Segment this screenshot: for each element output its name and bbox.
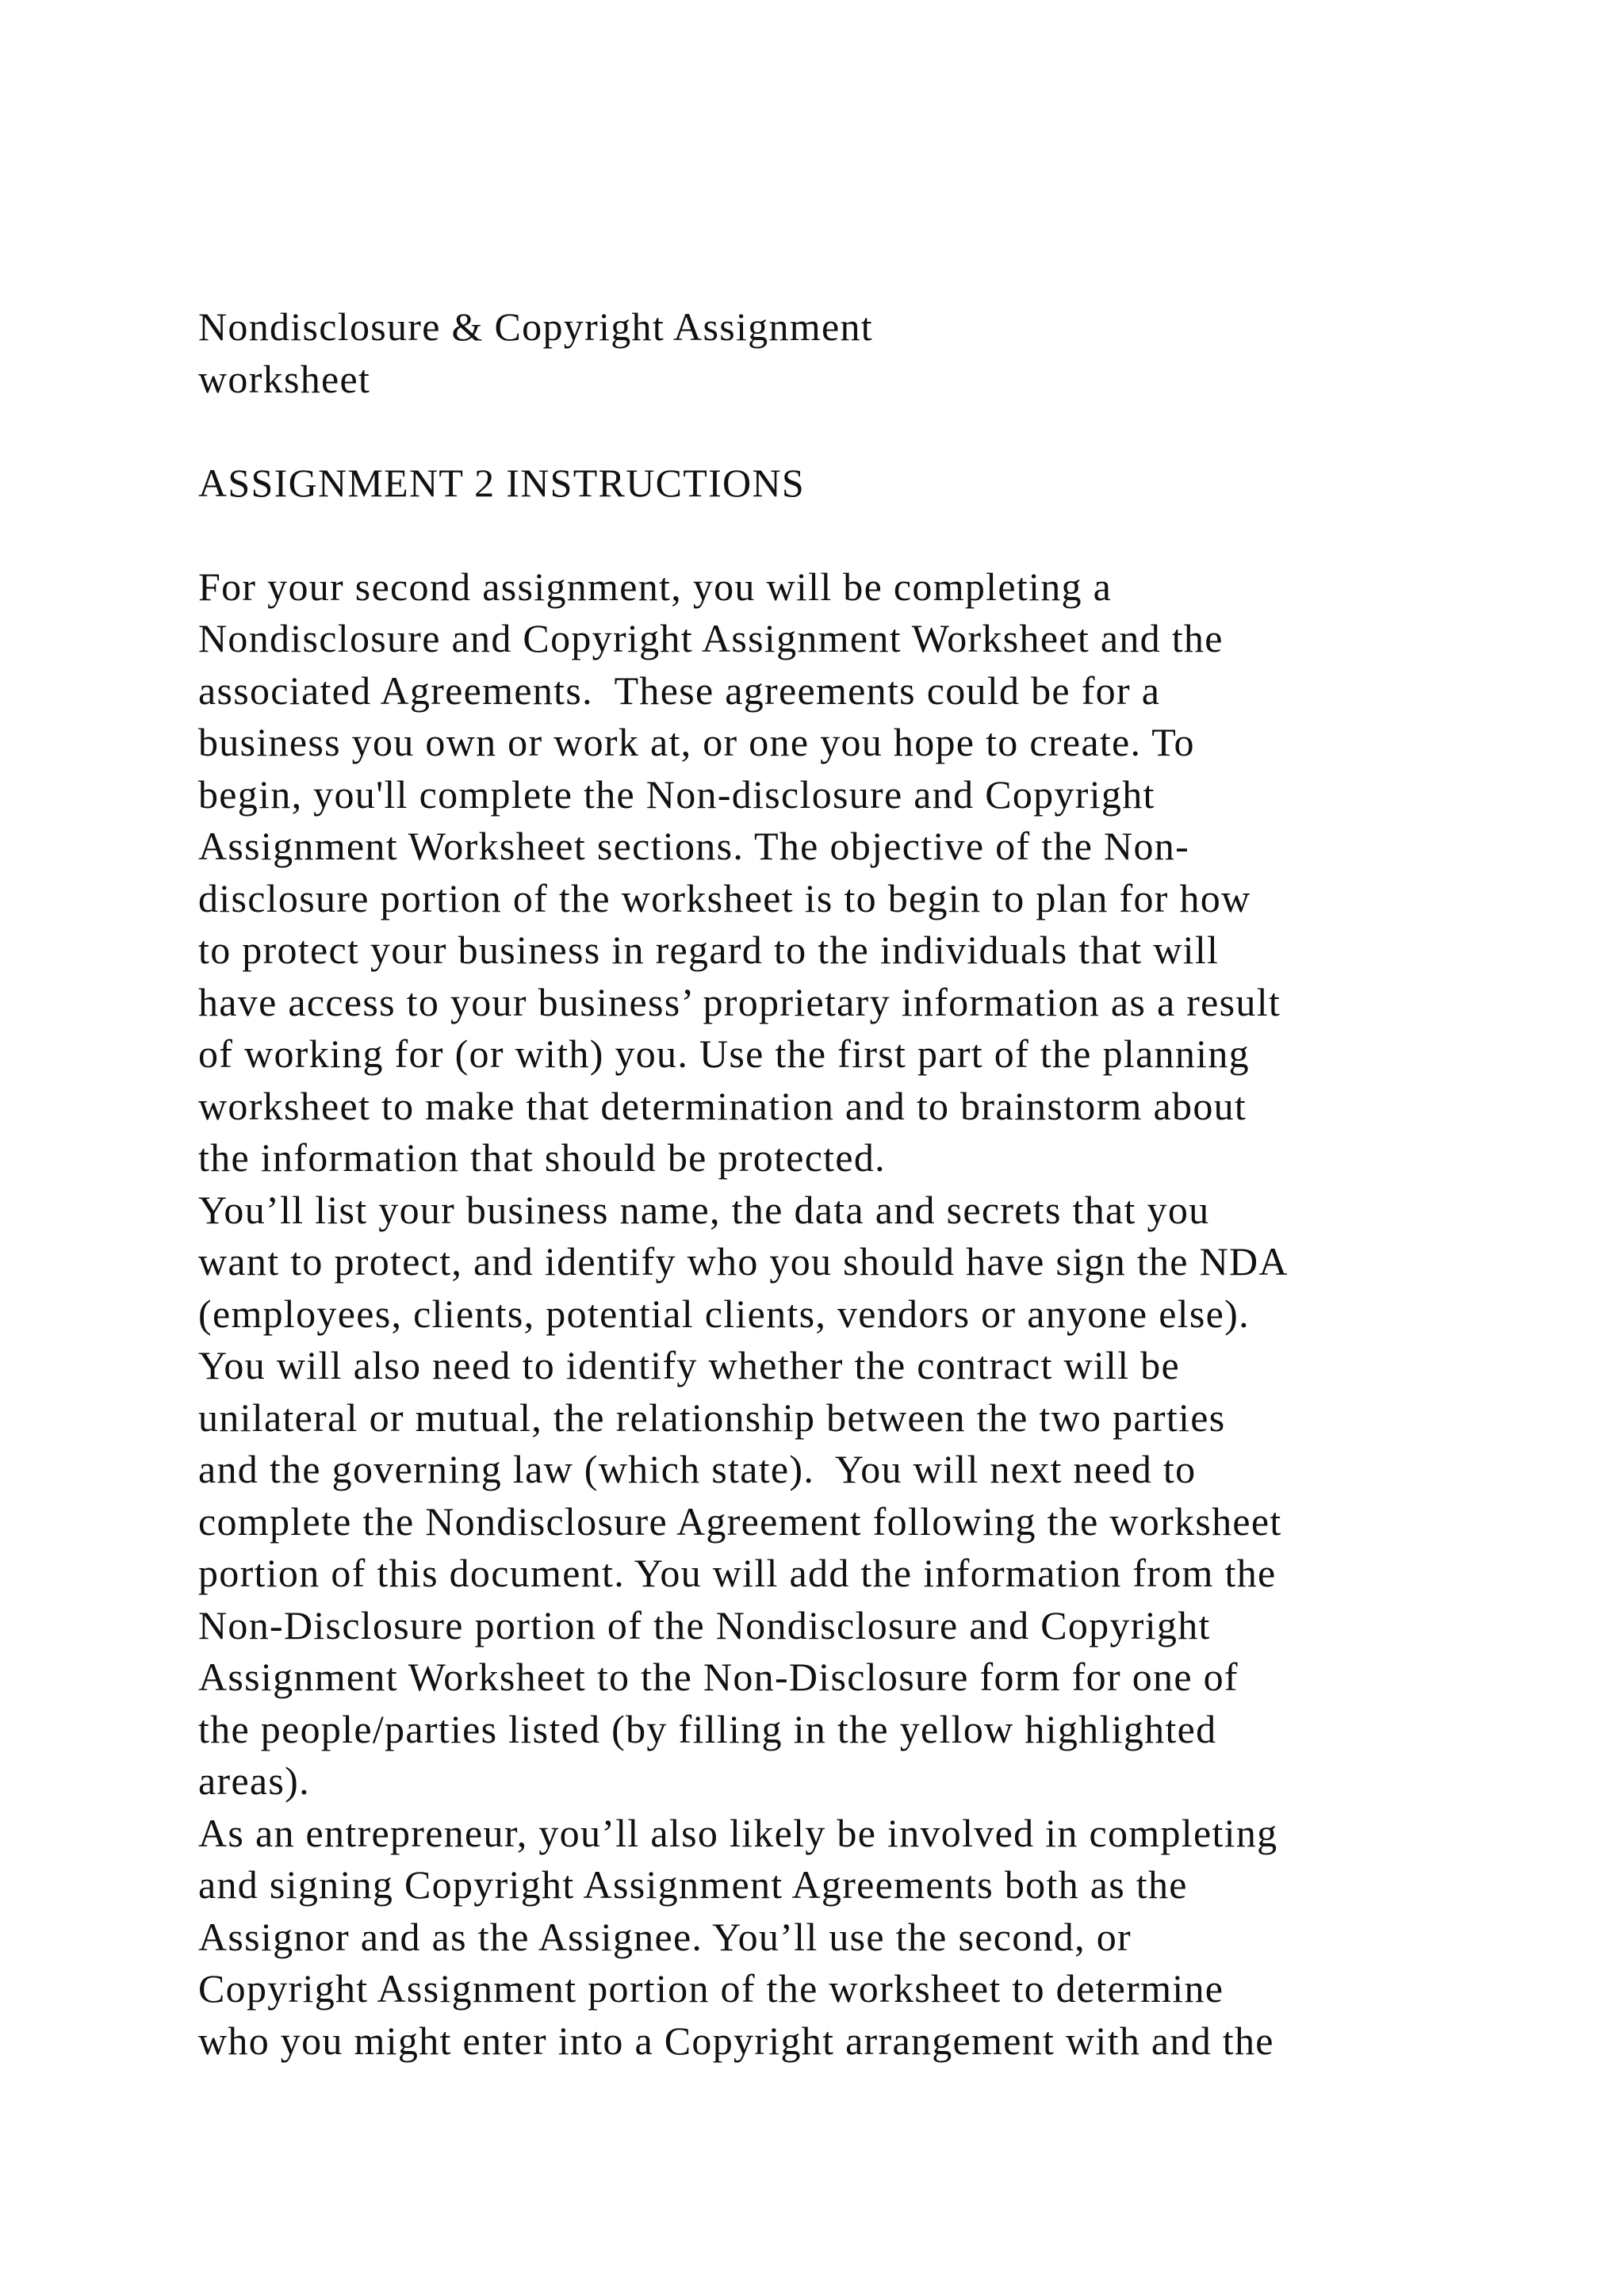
body-line: and the governing law (which state). You will next need to [198, 1447, 1197, 1491]
spacer [198, 509, 1499, 561]
body-line: complete the Nondisclosure Agreement following the worksheet [198, 1498, 1282, 1544]
body-line: disclosure portion of the worksheet is to begin to plan for how [198, 875, 1251, 920]
body-line: unilateral or mutual, the relationship between the two parties [198, 1395, 1226, 1440]
body-line: begin, you'll complete the Non-disclosure and Copyright [198, 771, 1155, 817]
body-line: For your second assignment, you will be completing a [198, 564, 1113, 609]
body-line: portion of this document. You will add the information from the [198, 1551, 1277, 1595]
document-title-line-1: Nondisclosure & Copyright Assignment [198, 304, 873, 349]
section-heading: ASSIGNMENT 2 INSTRUCTIONS [198, 460, 805, 505]
body-line: and signing Copyright Assignment Agreements both as the [198, 1862, 1188, 1907]
document-body [198, 301, 1499, 2067]
body-line: to protect your business in regard to the individuals that will [198, 928, 1220, 972]
spacer [198, 405, 1499, 457]
body-line: want to protect, and identify who you should have sign the NDA [198, 1239, 1289, 1284]
body-line: (employees, clients, potential clients, vendors or anyone else). [198, 1291, 1250, 1336]
body-line: associated Agreements. These agreements could be for a [198, 668, 1161, 713]
body-line: Nondisclosure and Copyright Assignment Worksheet and the [198, 616, 1224, 660]
body-line: areas). [198, 1758, 310, 1803]
body-line: who you might enter into a Copyright arrangement with and the [198, 2018, 1274, 2063]
body-line: You’ll list your business name, the data and secrets that you [198, 1187, 1210, 1232]
document-title-line-2: worksheet [198, 356, 371, 401]
body-line: Assignment Worksheet sections. The objective of the Non- [198, 824, 1190, 868]
body-line: Assignor and as the Assignee. You’ll use the second, or [198, 1914, 1132, 1959]
body-line: You will also need to identify whether the contract will be [198, 1343, 1181, 1387]
body-line: the people/parties listed (by filling in the yellow highlighted [198, 1706, 1217, 1751]
body-line: Copyright Assignment portion of the worksheet to determine [198, 1966, 1224, 2011]
body-line: of working for (or with) you. Use the first part of the planning [198, 1031, 1250, 1076]
body-line: As an entrepreneur, you’ll also likely be involved in completing [198, 1810, 1278, 1855]
body-line: Non-Disclosure portion of the Nondisclosure and Copyright [198, 1602, 1211, 1647]
body-line: Assignment Worksheet to the Non-Disclosure form for one of [198, 1655, 1239, 1699]
body-line: worksheet to make that determination and to brainstorm about [198, 1083, 1247, 1128]
body-line: business you own or work at, or one you hope to create. To [198, 720, 1195, 764]
body-line: have access to your business’ proprietary information as a result [198, 979, 1281, 1024]
body-line: the information that should be protected. [198, 1135, 886, 1180]
